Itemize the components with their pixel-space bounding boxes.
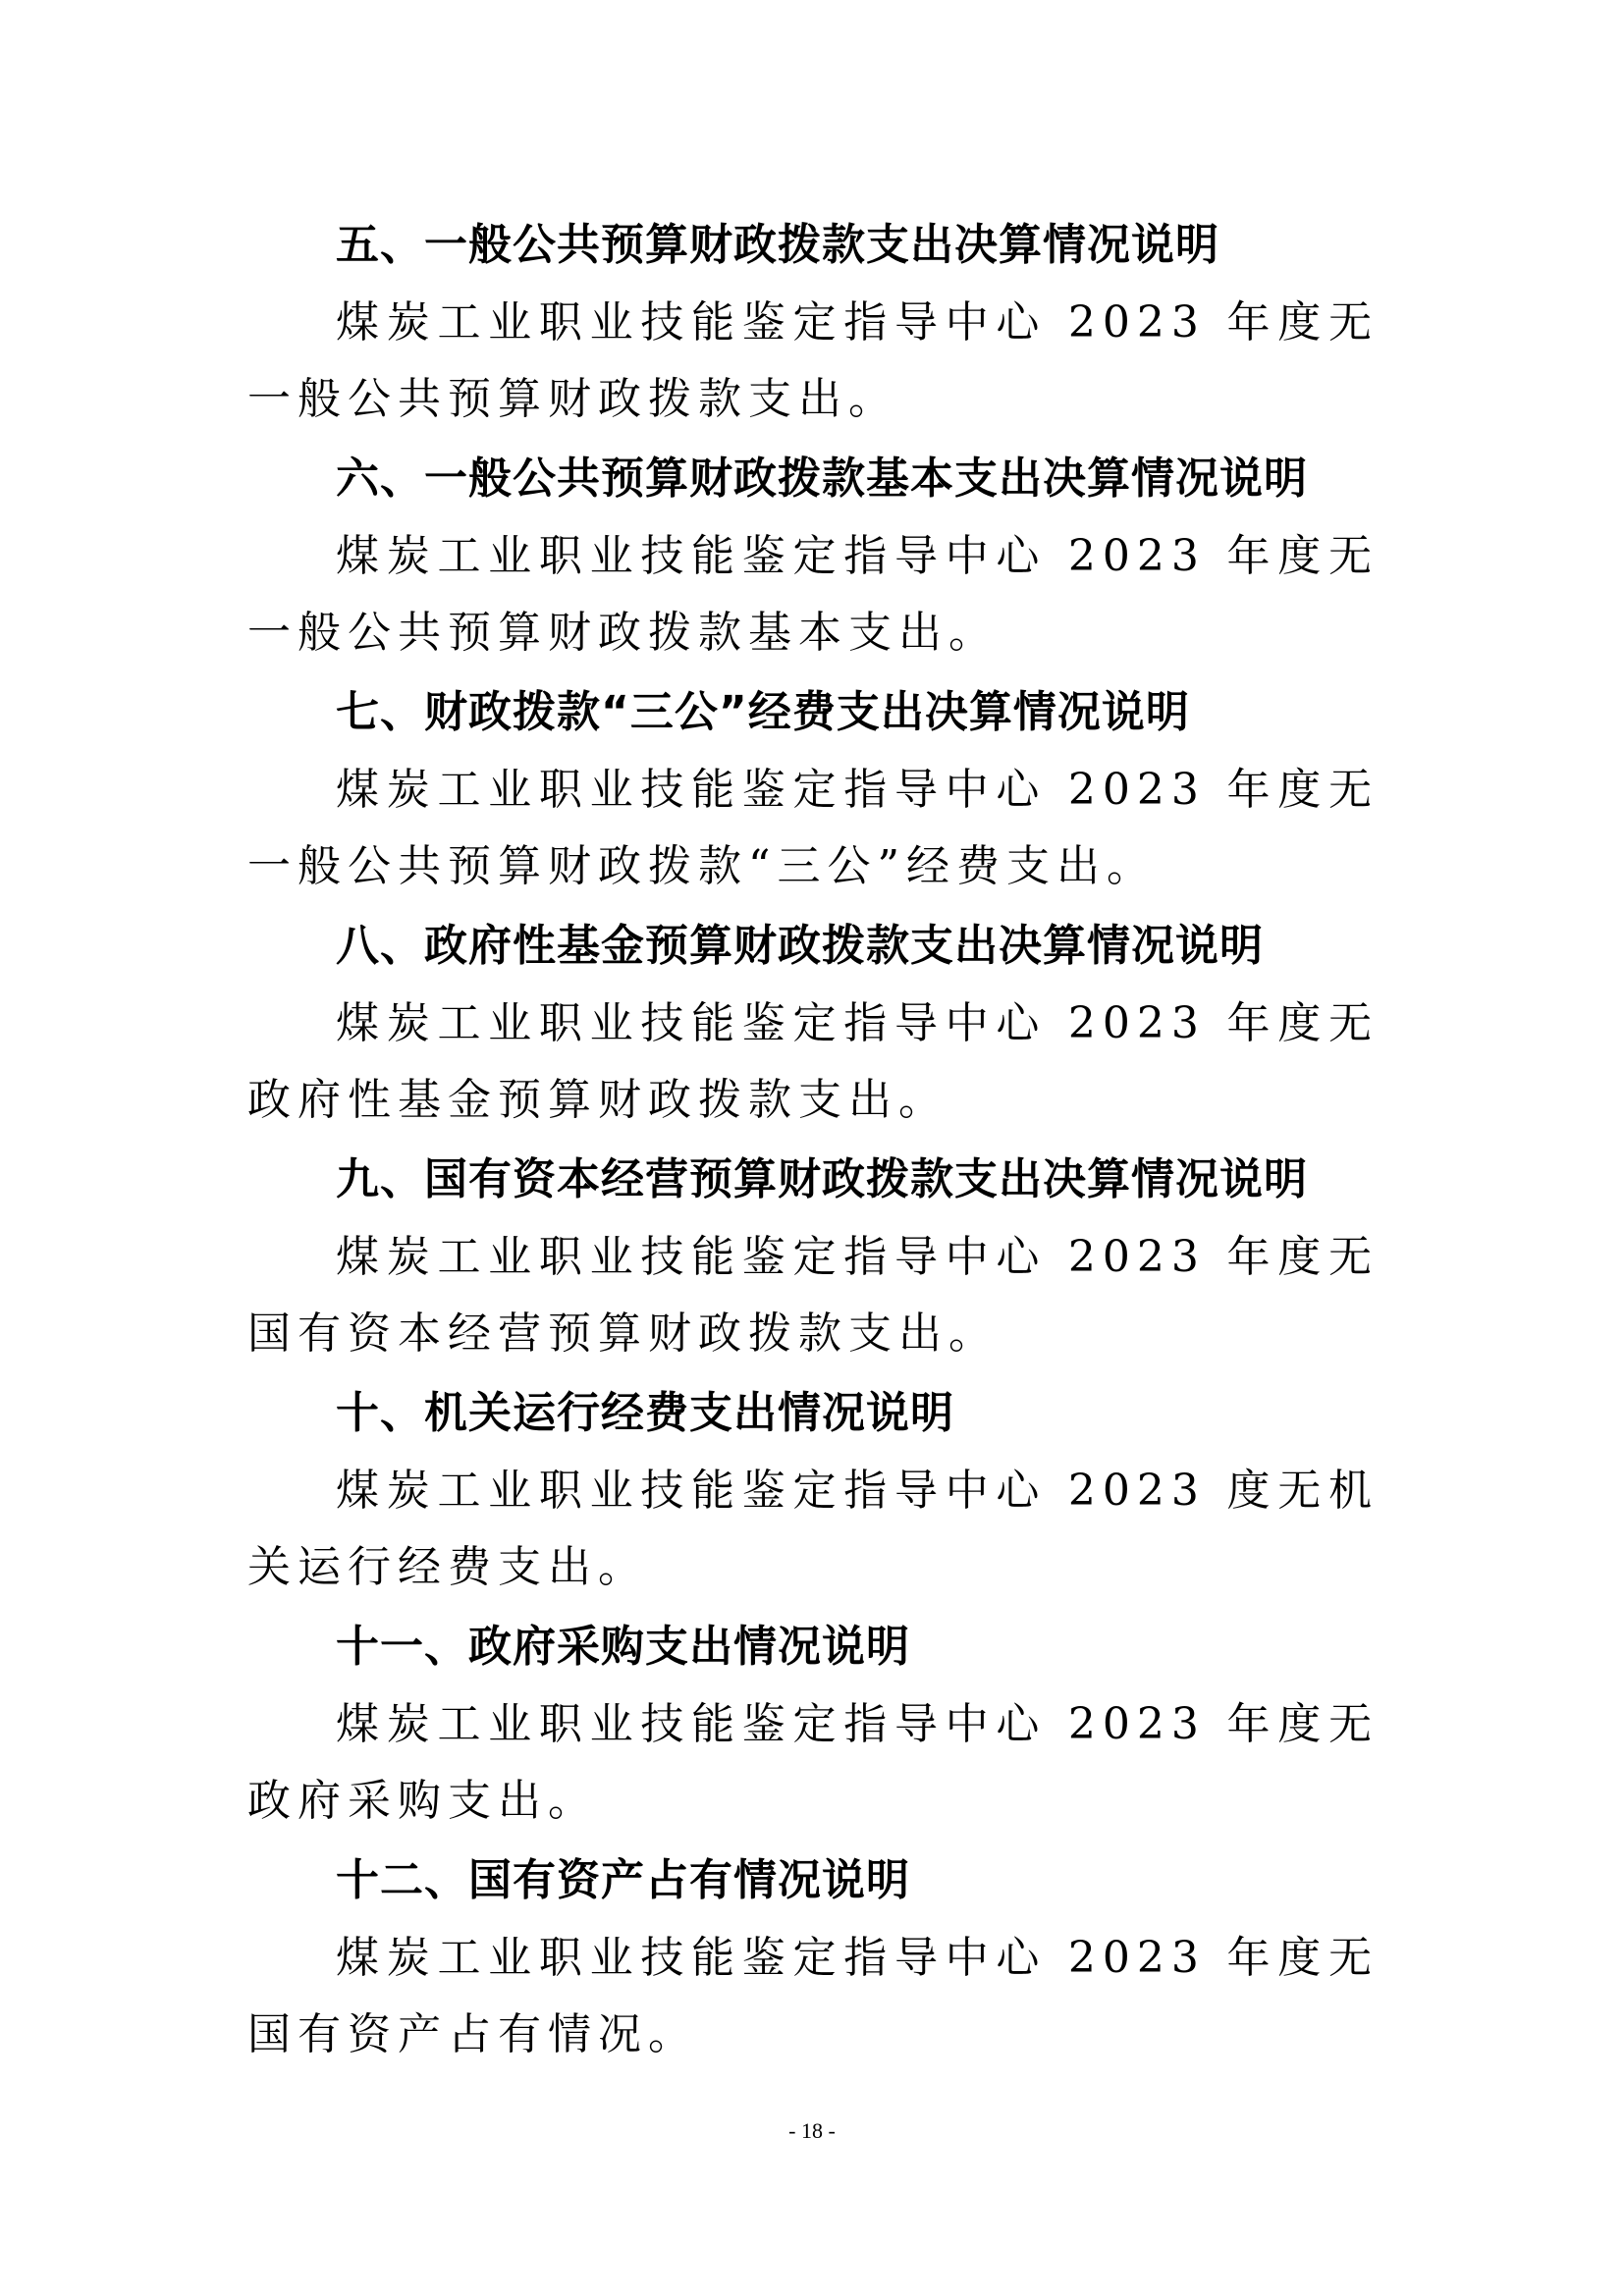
section-heading: 五、一般公共预算财政拨款支出决算情况说明 xyxy=(336,220,1219,270)
section-heading: 十一、政府采购支出情况说明 xyxy=(336,1622,910,1672)
section-heading: 十二、国有资产占有情况说明 xyxy=(336,1855,910,1905)
section-heading: 九、国有资本经营预算财政拨款支出决算情况说明 xyxy=(336,1154,1308,1204)
section-paragraph: 煤炭工业职业技能鉴定指导中心 2023 年度无国有资产占有情况。 xyxy=(247,1933,1379,2059)
section-heading: 八、政府性基金预算财政拨款支出决算情况说明 xyxy=(336,921,1264,971)
section-heading: 七、财政拨款“三公”经费支出决算情况说明 xyxy=(336,687,1190,737)
document-body xyxy=(247,206,1379,2075)
section-paragraph: 煤炭工业职业技能鉴定指导中心 2023 年度无政府性基金预算财政拨款支出。 xyxy=(247,998,1379,1125)
section-paragraph: 煤炭工业职业技能鉴定指导中心 2023 年度无一般公共预算财政拨款基本支出。 xyxy=(247,531,1379,658)
section-paragraph: 煤炭工业职业技能鉴定指导中心 2023 年度无一般公共预算财政拨款支出。 xyxy=(247,297,1379,424)
section-heading: 十、机关运行经费支出情况说明 xyxy=(336,1388,954,1438)
page-number: - 18 - xyxy=(788,2118,836,2143)
section-paragraph: 煤炭工业职业技能鉴定指导中心 2023 度无机关运行经费支出。 xyxy=(247,1466,1379,1592)
section-paragraph: 煤炭工业职业技能鉴定指导中心 2023 年度无政府采购支出。 xyxy=(247,1699,1379,1826)
section-heading: 六、一般公共预算财政拨款基本支出决算情况说明 xyxy=(336,454,1308,504)
section-paragraph: 煤炭工业职业技能鉴定指导中心 2023 年度无国有资本经营预算财政拨款支出。 xyxy=(247,1232,1379,1359)
section-paragraph: 煤炭工业职业技能鉴定指导中心 2023 年度无一般公共预算财政拨款“三公”经费支出。 xyxy=(247,765,1379,891)
